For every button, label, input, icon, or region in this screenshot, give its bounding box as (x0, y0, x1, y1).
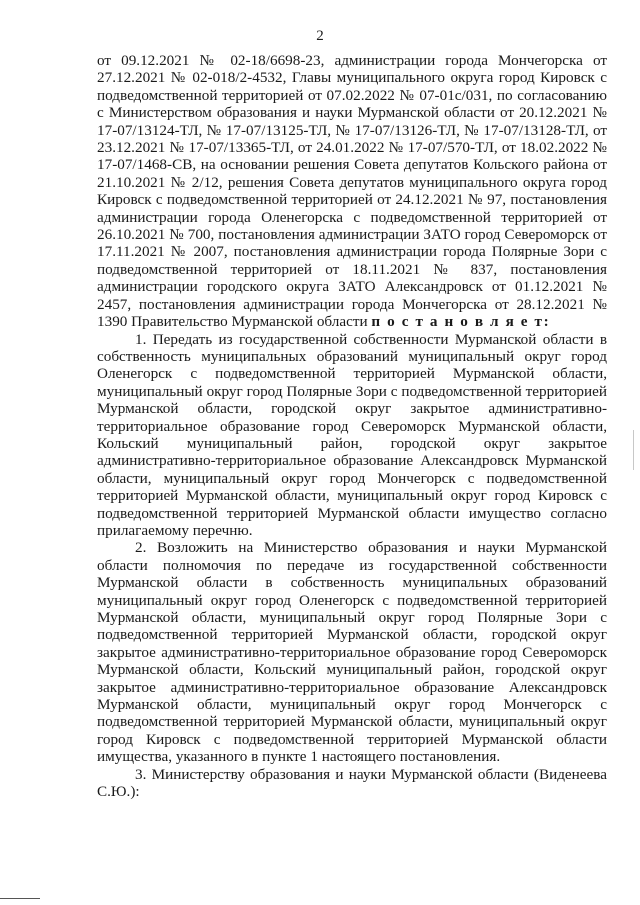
footer-rule (0, 898, 40, 899)
document-body (97, 52, 607, 800)
decree-word: п о с т а н о в л я е т: (371, 313, 551, 331)
scan-margin-mark (633, 430, 634, 470)
page-number: 2 (316, 28, 324, 44)
item-1-paragraph: 1. Передать из государственной собственности Мурманской области в собственность муниципальных образований муниципальный округ город Оленегорск с подведомственной территорией Мурманской области, муниципальный округ город Полярные Зори с подведомственной территорией Мурманской области, городской округ закрытое административно-территориальное образование город Североморск Мурманской области, Кольский муниципальный район, городской округ закрытое административно-территориальное образование Александровск Мурманской области, муниципальный округ город Мончегорск с подведомственной территорией Мурманской области, муниципальный округ город Кировск с подведомственной территорией Мурманской области имущество согласно прилагаемому перечню. (97, 330, 607, 539)
item-2-paragraph: 2. Возложить на Министерство образования и науки Мурманской области полномочия по передаче из государственной собственности Мурманской области в собственность муниципальных образований муниципальный округ город Оленегорск с подведомственной территорией Мурманской области, муниципальный округ город Полярные Зори с подведомственной территорией Мурманской области, городской округ закрытое административно-территориальное образование город Североморск Мурманской области, Кольский муниципальный район, городской округ закрытое административно-территориальное образование Александровск Мурманской области, муниципальный округ город Мончегорск с подведомственной территорией Мурманской области, муниципальный округ город Кировск с подведомственной территорией Мурманской области имущества, указанного в пункте 1 настоящего постановления. (97, 539, 607, 766)
preamble-text: от 09.12.2021 № 02-18/6698-23, администрации города Мончегорска от 27.12.2021 № 02-018/2-4532, Главы муниципального округа город Кировск с подведомственной территорией от 07.02.2022 № 07-01с/031, по согласованию с Министерством образования и науки Мурманской области от 20.12.2021 № 17-07/13124-ТЛ, № 17-07/13125-ТЛ, № 17-07/13126-ТЛ, № 17-07/13128-ТЛ, от 23.12.2021 № 17-07/13365-ТЛ, от 24.01.2022 № 17-07/570-ТЛ, от 18.02.2022 № 17-07/1468-СВ, на основании решения Совета депутатов Кольского района от 21.10.2021 № 2/12, решения Совета депутатов муниципального округа город Кировск с подведомственной территорией от 24.12.2021 № 97, постановления администрации города Оленегорска с подведомственной территорией от 26.10.2021 № 700, постановления администрации ЗАТО город Североморск от 17.11.2021 № 2007, постановления администрации города Полярные Зори с подведомственной территорией от 18.11.2021 № 837, постановления администрации городского округа ЗАТО Александровск от 01.12.2021 № 2457, постановления администрации города Мончегорска от 28.12.2021 № 1390 Правительство Мурманской области (97, 52, 607, 331)
preamble-paragraph (97, 52, 607, 331)
item-3-paragraph: 3. Министерству образования и науки Мурманской области (Виденеева С.Ю.): (97, 765, 607, 801)
